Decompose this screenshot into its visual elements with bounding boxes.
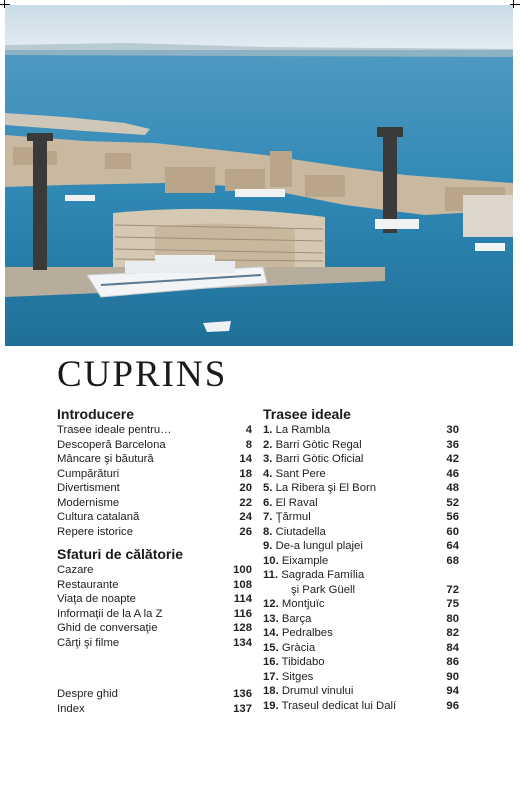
walk-entry[interactable] [263, 467, 459, 482]
walk-entry-title [263, 467, 326, 482]
toc-entry-page: 4 [245, 424, 252, 436]
toc-entry-page: 100 [233, 564, 252, 576]
toc-entry[interactable] [57, 621, 252, 636]
toc-entry-page: 114 [233, 593, 252, 605]
walk-entry[interactable] [263, 496, 459, 511]
walk-number: 19. [263, 699, 279, 712]
toc-entry[interactable] [57, 452, 252, 467]
walk-number: 10. [263, 554, 279, 567]
walk-entry-title [263, 423, 330, 438]
crop-mark [513, 0, 514, 8]
walk-label: Drumul vinului [281, 685, 354, 697]
toc-entry[interactable] [57, 510, 252, 525]
toc-entry[interactable] [57, 636, 252, 651]
walk-page: 48 [446, 482, 459, 494]
harbor-photo [5, 5, 513, 346]
toc-entry-label: Trasee ideale pentru… [57, 424, 172, 436]
toc-entry[interactable] [57, 687, 252, 702]
walk-entry[interactable] [263, 510, 459, 525]
walk-number: 16. [263, 656, 279, 668]
toc-entry-page: 22 [239, 496, 252, 509]
walk-entry[interactable] [263, 539, 459, 554]
toc-entry-page: 136 [233, 688, 252, 700]
toc-entry[interactable] [57, 592, 252, 607]
walk-page: 56 [446, 511, 459, 523]
toc-entry[interactable] [57, 563, 252, 578]
walk-number: 11. [263, 569, 279, 581]
toc-entry-label: Viaţa de noapte [57, 593, 136, 605]
toc-entry-page: 137 [233, 702, 252, 715]
walk-entry-title [263, 699, 396, 714]
toc-entry-label: Despre ghid [57, 688, 118, 700]
toc-entry-label: Cultura catalană [57, 511, 140, 523]
walk-entry[interactable] [263, 641, 459, 656]
walk-label: Tibidabo [281, 656, 325, 668]
walk-number: 6. [263, 496, 273, 509]
toc-entry[interactable] [57, 481, 252, 496]
walk-label: Traseul dedicat lui Dalí [281, 699, 397, 712]
walk-entry-title [263, 481, 376, 496]
toc-entry-page: 26 [239, 525, 252, 538]
walk-label: Montjuïc [281, 598, 325, 610]
walk-label: Eixample [281, 554, 329, 567]
walk-page: 80 [446, 612, 459, 625]
walk-page: 86 [446, 656, 459, 668]
walk-number: 14. [263, 627, 279, 639]
walk-entry-title [263, 612, 311, 627]
walk-label: Barri Gòtic Oficial [275, 453, 364, 465]
toc-entry-label: Ghid de conversaţie [57, 622, 158, 634]
walk-label: Sagrada Família [281, 569, 365, 581]
walk-page: 30 [446, 424, 459, 436]
walk-label: Ciutadella [275, 525, 326, 538]
walk-entry[interactable] [263, 568, 459, 583]
toc-entry[interactable] [57, 423, 252, 438]
toc-entry-page: 116 [233, 607, 252, 620]
toc-entry-label: Mâncare şi băutură [57, 453, 154, 465]
walk-label: El Raval [275, 496, 318, 509]
walk-entry-title [263, 510, 311, 525]
walk-label: Sitges [281, 670, 314, 683]
walk-page: 96 [446, 699, 459, 712]
section-heading-sfaturi: Sfaturi de călătorie [57, 546, 184, 562]
walk-entry-title [263, 496, 318, 511]
walk-label: Pedralbes [281, 627, 333, 639]
walk-label: Barri Gòtic Regal [275, 438, 362, 451]
toc-entry[interactable] [57, 496, 252, 511]
toc-entry-label: Cărţi şi filme [57, 636, 120, 649]
walk-label: Gràcia [281, 641, 316, 654]
walk-entry[interactable] [263, 423, 459, 438]
walks-list [263, 423, 459, 713]
walk-entry-title [263, 554, 328, 569]
toc-entry[interactable] [57, 578, 252, 593]
walk-entry[interactable] [263, 525, 459, 540]
walk-entry-title [263, 539, 363, 554]
walk-label-continuation: şi Park Güell [291, 583, 356, 596]
toc-entry[interactable] [57, 702, 252, 717]
toc-entry-page: 134 [233, 636, 252, 649]
walk-number: 7. [263, 511, 273, 523]
section-heading-introducere: Introducere [57, 406, 135, 422]
walk-entry-title [263, 525, 326, 540]
walk-entry[interactable] [263, 597, 459, 612]
walk-entry-title [263, 438, 362, 453]
walk-entry-continuation[interactable] [263, 583, 459, 598]
toc-entry-label: Divertisment [57, 482, 120, 494]
walk-entry-title [263, 597, 325, 612]
walk-entry[interactable] [263, 554, 459, 569]
walk-entry[interactable] [263, 612, 459, 627]
walk-label: Barça [281, 612, 312, 625]
toc-entry[interactable] [57, 525, 252, 540]
walk-page: 36 [446, 438, 459, 451]
toc-entry-label: Descoperă Barcelona [57, 438, 166, 451]
walk-entry[interactable] [263, 684, 459, 699]
toc-entry-label: Cazare [57, 564, 94, 576]
walk-entry-title [263, 670, 313, 685]
walk-entry[interactable] [263, 481, 459, 496]
walk-label: De-a lungul plajei [275, 540, 363, 552]
toc-entry[interactable] [57, 438, 252, 453]
walk-page: 94 [446, 685, 459, 697]
walk-label: Sant Pere [275, 467, 326, 480]
walk-page: 46 [446, 467, 459, 480]
walk-page: 82 [446, 627, 459, 639]
toc-entry-label: Repere istorice [57, 525, 133, 538]
toc-entry-page: 108 [233, 578, 252, 591]
walk-number: 12. [263, 598, 279, 610]
walk-entry[interactable] [263, 699, 459, 714]
walk-number: 18. [263, 685, 279, 697]
walk-number: 17. [263, 670, 279, 683]
walk-number: 8. [263, 525, 273, 538]
toc-entry-label: Modernisme [57, 496, 120, 509]
walk-entry[interactable] [263, 626, 459, 641]
walk-number: 5. [263, 482, 273, 494]
toc-right-column [263, 405, 459, 713]
walk-number: 9. [263, 540, 273, 552]
toc-entry-label: Restaurante [57, 578, 119, 591]
toc-entry-page: 128 [233, 622, 252, 634]
walk-entry[interactable] [263, 655, 459, 670]
toc-entry-page: 18 [239, 467, 252, 480]
walk-entry-title [263, 626, 333, 641]
walk-entry[interactable] [263, 452, 459, 467]
walk-entry[interactable] [263, 670, 459, 685]
extra-list [57, 687, 252, 716]
walk-page: 72 [446, 583, 459, 596]
toc-entry[interactable] [57, 607, 252, 622]
walk-label: Ţărmul [275, 511, 311, 523]
walk-entry-title [263, 452, 363, 467]
walk-page: 84 [446, 641, 459, 654]
walk-number: 15. [263, 641, 279, 654]
toc-entry-page: 8 [245, 438, 252, 451]
walk-page: 60 [446, 525, 459, 538]
walk-entry-title [263, 684, 353, 699]
toc-entry-page: 14 [239, 453, 252, 465]
page-title: CUPRINS [57, 354, 228, 395]
walk-entry-title [263, 641, 315, 656]
walk-number: 3. [263, 453, 273, 465]
toc-entry-label: Index [57, 702, 85, 715]
walk-number: 1. [263, 424, 273, 436]
walk-entry-title [263, 655, 325, 670]
walk-page: 64 [446, 540, 459, 552]
walk-page: 68 [446, 554, 459, 567]
toc-entry-label: Cumpărături [57, 467, 120, 480]
walk-page: 75 [446, 598, 459, 610]
walk-page: 90 [446, 670, 459, 683]
toc-entry-page: 20 [239, 482, 252, 494]
walk-number: 13. [263, 612, 279, 625]
toc-entry-page: 24 [239, 511, 252, 523]
toc-left-column [57, 405, 252, 716]
tips-list [57, 563, 252, 650]
section-heading-trasee: Trasee ideale [263, 406, 351, 422]
walk-entry-title [263, 568, 364, 583]
toc-entry-label: Informaţii de la A la Z [57, 607, 163, 620]
walk-page: 42 [446, 453, 459, 465]
walk-label: La Rambla [275, 424, 331, 436]
walk-number: 4. [263, 467, 273, 480]
toc-entry[interactable] [57, 467, 252, 482]
walk-page: 52 [446, 496, 459, 509]
walk-entry[interactable] [263, 438, 459, 453]
walk-label: La Ribera şi El Born [275, 482, 377, 494]
walk-number: 2. [263, 438, 273, 451]
intro-list [57, 423, 252, 539]
